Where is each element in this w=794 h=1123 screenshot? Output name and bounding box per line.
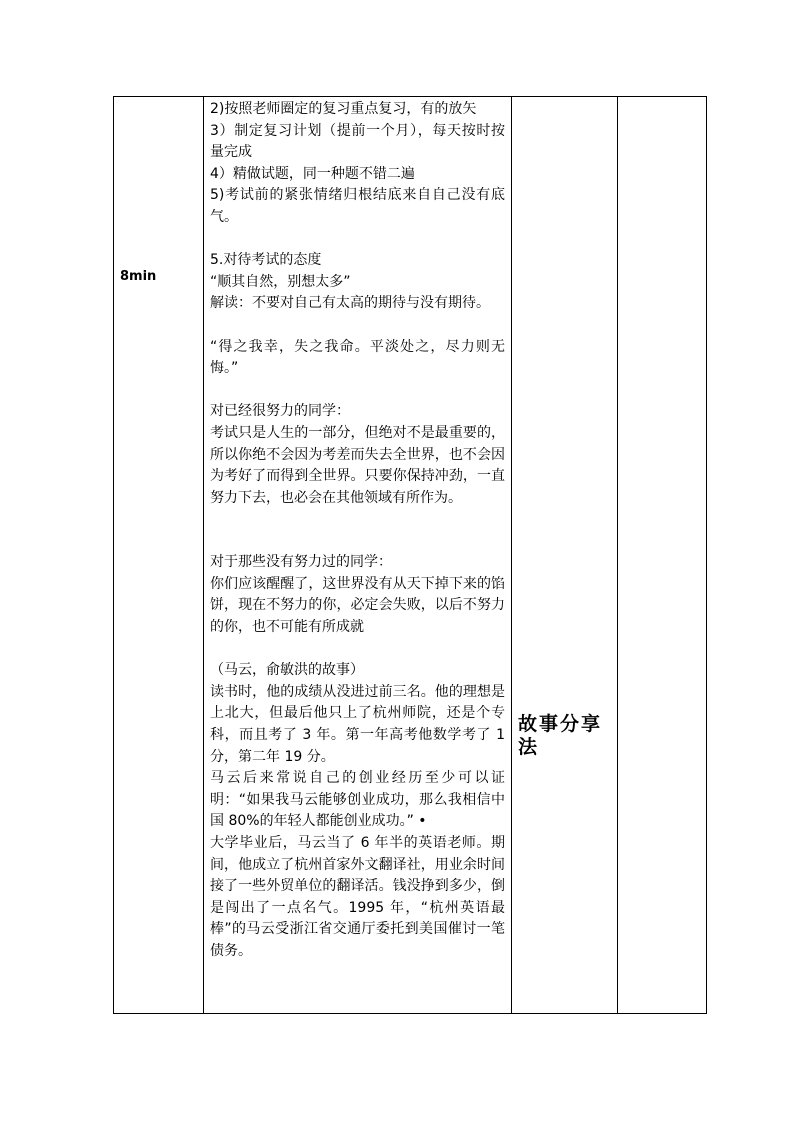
blank-line [210, 380, 505, 402]
blank-line [210, 639, 505, 661]
teaching-content [204, 97, 511, 963]
blank-line [210, 315, 505, 337]
paragraph: 马云后来常说自己的创业经历至少可以证明：“如果我马云能够创业成功，那么我相信中国 80%的年轻人都能创业成功。” • [210, 770, 505, 830]
paragraph: 你们应该醒醒了，这世界没有从天下掉下来的馅饼，现在不努力的你，必定会失败，以后不努力的你，也不可能有所成就 [210, 575, 505, 636]
method-label: 故事分享法 [518, 713, 603, 758]
paragraph: 读书时，他的成绩从没进过前三名。他的理想是上北大，但最后他只上了杭州师院，还是个专科，而且考了 3 年。第一年高考他数学考了 1 分，第二年 19 分。 [210, 683, 505, 765]
paragraph: 解读：不要对自己有太高的期待与没有期待。 [210, 295, 490, 312]
quote: “顺其自然，别想太多” [210, 273, 351, 290]
paragraph: 3）制定复习计划（提前一个月），每天按时按量完成 [210, 122, 505, 161]
time-label: 8min [120, 269, 157, 284]
method-cell [512, 97, 618, 1014]
section-heading: 5.对待考试的态度 [210, 252, 322, 269]
story-title: （马云，俞敏洪的故事） [210, 662, 364, 679]
paragraph: 考试只是人生的一部分，但绝对不是最重要的，所以你绝不会因为考差而失去全世界，也不会因为考好了而得到全世界。只要你保持冲劲，一直努力下去，也必会在其他领域有所作为。 [210, 424, 505, 506]
paragraph: 对于那些没有努力过的同学： [210, 554, 392, 571]
paragraph: 5)考试前的紧张情绪归根结底来自自己没有底气。 [210, 187, 505, 225]
paragraph: 2)按照老师圈定的复习重点复习，有的放矢 [210, 101, 477, 117]
paragraph: 大学毕业后，马云当了 6 年半的英语老师。期间，他成立了杭州首家外文翻译社，用业余时间接了一些外贸单位的翻译活。钱没挣到多少，倒是闯出了一点名气。1995 年，“杭州英语最棒”的马云受浙江省交通厅委托到美国催讨一笔债务。 [210, 835, 505, 959]
blank-line [210, 509, 505, 552]
lesson-plan-table [113, 96, 707, 1014]
table-row [114, 97, 707, 1014]
notes-cell [618, 97, 707, 1014]
quote: “得之我幸，失之我命。平淡处之，尽力则无悔。” [210, 338, 505, 377]
paragraph: 4）精做试题，同一种题不错二遍 [210, 165, 415, 182]
time-cell [114, 97, 204, 1014]
blank-line [210, 229, 505, 251]
content-cell [204, 97, 512, 1014]
paragraph: 对已经很努力的同学： [210, 403, 350, 420]
